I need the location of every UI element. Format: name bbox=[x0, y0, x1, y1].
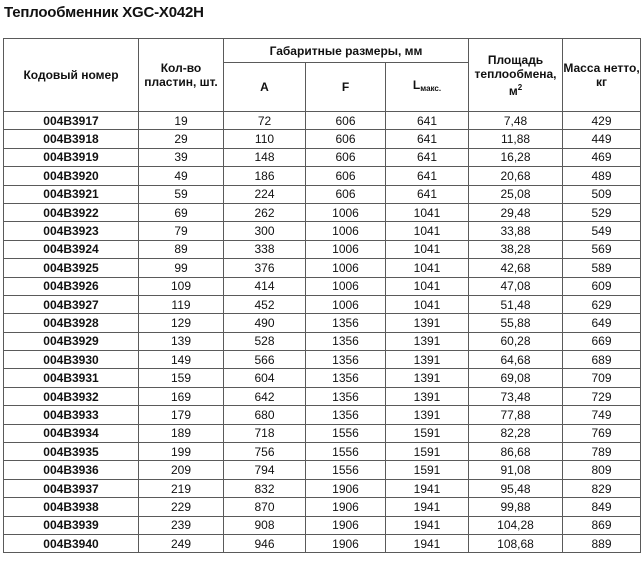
cell-plates: 109 bbox=[139, 277, 224, 295]
cell-area: 33,88 bbox=[469, 222, 563, 240]
cell-code: 004B3939 bbox=[4, 516, 139, 534]
cell-area: 99,88 bbox=[469, 498, 563, 516]
cell-mass: 449 bbox=[563, 130, 641, 148]
cell-code: 004B3921 bbox=[4, 185, 139, 203]
cell-dim-f: 1356 bbox=[306, 387, 386, 405]
cell-dim-a: 604 bbox=[224, 369, 306, 387]
header-l bbox=[386, 63, 469, 112]
cell-dim-a: 110 bbox=[224, 130, 306, 148]
table-header bbox=[4, 39, 641, 112]
table-body bbox=[4, 112, 641, 553]
cell-dim-a: 566 bbox=[224, 351, 306, 369]
cell-dim-f: 1006 bbox=[306, 259, 386, 277]
cell-code: 004B3919 bbox=[4, 148, 139, 166]
table-row bbox=[4, 277, 641, 295]
cell-dim-f: 1556 bbox=[306, 443, 386, 461]
cell-dim-f: 606 bbox=[306, 148, 386, 166]
cell-dim-a: 376 bbox=[224, 259, 306, 277]
cell-area: 73,48 bbox=[469, 387, 563, 405]
cell-dim-a: 794 bbox=[224, 461, 306, 479]
table-row bbox=[4, 498, 641, 516]
cell-code: 004B3917 bbox=[4, 112, 139, 130]
cell-dim-f: 1356 bbox=[306, 351, 386, 369]
cell-mass: 769 bbox=[563, 424, 641, 442]
cell-area: 29,48 bbox=[469, 203, 563, 221]
cell-code: 004B3922 bbox=[4, 203, 139, 221]
cell-plates: 139 bbox=[139, 332, 224, 350]
cell-dim-l: 1041 bbox=[386, 222, 469, 240]
cell-mass: 569 bbox=[563, 240, 641, 258]
cell-dim-f: 1906 bbox=[306, 534, 386, 552]
cell-area: 60,28 bbox=[469, 332, 563, 350]
cell-dim-l: 1041 bbox=[386, 240, 469, 258]
header-area-label: Площадь теплообмена, м bbox=[474, 52, 557, 98]
cell-area: 25,08 bbox=[469, 185, 563, 203]
table-row bbox=[4, 516, 641, 534]
cell-code: 004B3935 bbox=[4, 443, 139, 461]
table-row bbox=[4, 112, 641, 130]
cell-dim-a: 870 bbox=[224, 498, 306, 516]
cell-dim-a: 72 bbox=[224, 112, 306, 130]
header-code: Кодовый номер bbox=[4, 39, 139, 112]
specifications-table bbox=[3, 38, 641, 553]
cell-dim-f: 1006 bbox=[306, 295, 386, 313]
cell-area: 55,88 bbox=[469, 314, 563, 332]
cell-dim-f: 606 bbox=[306, 112, 386, 130]
cell-mass: 669 bbox=[563, 332, 641, 350]
cell-dim-a: 756 bbox=[224, 443, 306, 461]
cell-dim-a: 148 bbox=[224, 148, 306, 166]
cell-code: 004B3924 bbox=[4, 240, 139, 258]
cell-code: 004B3927 bbox=[4, 295, 139, 313]
cell-dim-a: 946 bbox=[224, 534, 306, 552]
cell-mass: 869 bbox=[563, 516, 641, 534]
cell-dim-a: 262 bbox=[224, 203, 306, 221]
cell-code: 004B3940 bbox=[4, 534, 139, 552]
cell-dim-l: 1391 bbox=[386, 332, 469, 350]
table-row bbox=[4, 148, 641, 166]
cell-plates: 249 bbox=[139, 534, 224, 552]
cell-plates: 129 bbox=[139, 314, 224, 332]
cell-code: 004B3933 bbox=[4, 406, 139, 424]
cell-dim-l: 1941 bbox=[386, 479, 469, 497]
cell-dim-l: 1041 bbox=[386, 259, 469, 277]
cell-mass: 529 bbox=[563, 203, 641, 221]
cell-mass: 609 bbox=[563, 277, 641, 295]
cell-dim-l: 1591 bbox=[386, 443, 469, 461]
cell-area: 108,68 bbox=[469, 534, 563, 552]
cell-mass: 709 bbox=[563, 369, 641, 387]
header-l-label: L bbox=[412, 78, 421, 92]
cell-plates: 169 bbox=[139, 387, 224, 405]
cell-dim-a: 908 bbox=[224, 516, 306, 534]
cell-code: 004B3932 bbox=[4, 387, 139, 405]
cell-code: 004B3930 bbox=[4, 351, 139, 369]
cell-mass: 509 bbox=[563, 185, 641, 203]
cell-plates: 79 bbox=[139, 222, 224, 240]
cell-dim-f: 606 bbox=[306, 167, 386, 185]
cell-dim-f: 1006 bbox=[306, 277, 386, 295]
cell-code: 004B3938 bbox=[4, 498, 139, 516]
header-dimensions: Габаритные размеры, мм bbox=[224, 39, 469, 63]
cell-code: 004B3920 bbox=[4, 167, 139, 185]
cell-plates: 39 bbox=[139, 148, 224, 166]
cell-code: 004B3934 bbox=[4, 424, 139, 442]
cell-area: 20,68 bbox=[469, 167, 563, 185]
cell-plates: 189 bbox=[139, 424, 224, 442]
cell-code: 004B3925 bbox=[4, 259, 139, 277]
cell-dim-f: 1356 bbox=[306, 369, 386, 387]
cell-code: 004B3928 bbox=[4, 314, 139, 332]
cell-dim-l: 1391 bbox=[386, 314, 469, 332]
cell-dim-l: 1391 bbox=[386, 369, 469, 387]
cell-area: 91,08 bbox=[469, 461, 563, 479]
cell-dim-f: 1556 bbox=[306, 424, 386, 442]
header-l-subscript: макс. bbox=[420, 84, 442, 93]
cell-dim-f: 1356 bbox=[306, 406, 386, 424]
cell-area: 77,88 bbox=[469, 406, 563, 424]
cell-dim-a: 832 bbox=[224, 479, 306, 497]
cell-dim-l: 1941 bbox=[386, 516, 469, 534]
cell-area: 47,08 bbox=[469, 277, 563, 295]
cell-dim-f: 1356 bbox=[306, 314, 386, 332]
cell-dim-a: 490 bbox=[224, 314, 306, 332]
cell-code: 004B3936 bbox=[4, 461, 139, 479]
cell-dim-l: 1941 bbox=[386, 534, 469, 552]
cell-dim-f: 1556 bbox=[306, 461, 386, 479]
cell-dim-f: 1356 bbox=[306, 332, 386, 350]
table-row bbox=[4, 130, 641, 148]
cell-dim-l: 1941 bbox=[386, 498, 469, 516]
cell-dim-l: 641 bbox=[386, 167, 469, 185]
cell-area: 51,48 bbox=[469, 295, 563, 313]
page-title: Теплообменник XGC-X042H bbox=[4, 4, 204, 21]
cell-dim-f: 606 bbox=[306, 185, 386, 203]
table-row bbox=[4, 461, 641, 479]
table-row bbox=[4, 351, 641, 369]
cell-mass: 829 bbox=[563, 479, 641, 497]
table-row bbox=[4, 534, 641, 552]
cell-dim-l: 1041 bbox=[386, 203, 469, 221]
cell-dim-l: 1591 bbox=[386, 461, 469, 479]
header-plates: Кол-во пластин, шт. bbox=[139, 39, 224, 112]
cell-plates: 209 bbox=[139, 461, 224, 479]
cell-mass: 589 bbox=[563, 259, 641, 277]
table-row bbox=[4, 332, 641, 350]
cell-plates: 59 bbox=[139, 185, 224, 203]
cell-dim-a: 338 bbox=[224, 240, 306, 258]
table-row bbox=[4, 259, 641, 277]
cell-plates: 219 bbox=[139, 479, 224, 497]
cell-plates: 69 bbox=[139, 203, 224, 221]
table-row bbox=[4, 295, 641, 313]
table-row bbox=[4, 387, 641, 405]
cell-dim-l: 1391 bbox=[386, 387, 469, 405]
cell-code: 004B3931 bbox=[4, 369, 139, 387]
cell-dim-f: 1006 bbox=[306, 203, 386, 221]
header-mass: Масса нетто, кг bbox=[563, 39, 641, 112]
cell-mass: 849 bbox=[563, 498, 641, 516]
cell-area: 64,68 bbox=[469, 351, 563, 369]
cell-area: 7,48 bbox=[469, 112, 563, 130]
cell-area: 38,28 bbox=[469, 240, 563, 258]
cell-dim-a: 718 bbox=[224, 424, 306, 442]
cell-plates: 89 bbox=[139, 240, 224, 258]
table-row bbox=[4, 167, 641, 185]
cell-plates: 199 bbox=[139, 443, 224, 461]
cell-dim-a: 680 bbox=[224, 406, 306, 424]
cell-mass: 889 bbox=[563, 534, 641, 552]
cell-mass: 649 bbox=[563, 314, 641, 332]
header-area-superscript: 2 bbox=[517, 82, 523, 92]
cell-dim-a: 528 bbox=[224, 332, 306, 350]
cell-code: 004B3929 bbox=[4, 332, 139, 350]
cell-area: 11,88 bbox=[469, 130, 563, 148]
cell-dim-f: 1006 bbox=[306, 240, 386, 258]
cell-code: 004B3923 bbox=[4, 222, 139, 240]
cell-dim-a: 224 bbox=[224, 185, 306, 203]
cell-code: 004B3918 bbox=[4, 130, 139, 148]
table-row bbox=[4, 222, 641, 240]
cell-mass: 749 bbox=[563, 406, 641, 424]
cell-plates: 159 bbox=[139, 369, 224, 387]
table-row bbox=[4, 424, 641, 442]
table-row bbox=[4, 314, 641, 332]
cell-plates: 99 bbox=[139, 259, 224, 277]
cell-area: 69,08 bbox=[469, 369, 563, 387]
cell-mass: 489 bbox=[563, 167, 641, 185]
cell-area: 16,28 bbox=[469, 148, 563, 166]
cell-mass: 689 bbox=[563, 351, 641, 369]
cell-dim-l: 1041 bbox=[386, 295, 469, 313]
header-a: A bbox=[224, 63, 306, 112]
cell-dim-l: 1391 bbox=[386, 406, 469, 424]
cell-dim-f: 1006 bbox=[306, 222, 386, 240]
cell-plates: 179 bbox=[139, 406, 224, 424]
cell-dim-l: 641 bbox=[386, 185, 469, 203]
cell-dim-f: 1906 bbox=[306, 498, 386, 516]
header-f: F bbox=[306, 63, 386, 112]
cell-mass: 549 bbox=[563, 222, 641, 240]
cell-dim-f: 1906 bbox=[306, 516, 386, 534]
cell-plates: 29 bbox=[139, 130, 224, 148]
cell-dim-l: 641 bbox=[386, 130, 469, 148]
cell-area: 86,68 bbox=[469, 443, 563, 461]
cell-dim-a: 452 bbox=[224, 295, 306, 313]
table-row bbox=[4, 369, 641, 387]
cell-mass: 789 bbox=[563, 443, 641, 461]
cell-code: 004B3926 bbox=[4, 277, 139, 295]
cell-dim-l: 641 bbox=[386, 148, 469, 166]
cell-area: 82,28 bbox=[469, 424, 563, 442]
table-row bbox=[4, 479, 641, 497]
table-row bbox=[4, 203, 641, 221]
table-row bbox=[4, 406, 641, 424]
cell-dim-a: 186 bbox=[224, 167, 306, 185]
cell-dim-a: 300 bbox=[224, 222, 306, 240]
cell-plates: 149 bbox=[139, 351, 224, 369]
cell-dim-l: 1591 bbox=[386, 424, 469, 442]
cell-plates: 19 bbox=[139, 112, 224, 130]
table-row bbox=[4, 443, 641, 461]
cell-plates: 119 bbox=[139, 295, 224, 313]
cell-mass: 469 bbox=[563, 148, 641, 166]
cell-code: 004B3937 bbox=[4, 479, 139, 497]
cell-dim-f: 606 bbox=[306, 130, 386, 148]
table-row bbox=[4, 240, 641, 258]
cell-dim-f: 1906 bbox=[306, 479, 386, 497]
cell-dim-l: 1041 bbox=[386, 277, 469, 295]
cell-mass: 429 bbox=[563, 112, 641, 130]
cell-dim-a: 414 bbox=[224, 277, 306, 295]
cell-plates: 239 bbox=[139, 516, 224, 534]
cell-mass: 629 bbox=[563, 295, 641, 313]
cell-mass: 809 bbox=[563, 461, 641, 479]
cell-mass: 729 bbox=[563, 387, 641, 405]
cell-area: 104,28 bbox=[469, 516, 563, 534]
cell-dim-l: 641 bbox=[386, 112, 469, 130]
cell-dim-l: 1391 bbox=[386, 351, 469, 369]
header-area bbox=[469, 39, 563, 112]
cell-plates: 49 bbox=[139, 167, 224, 185]
cell-plates: 229 bbox=[139, 498, 224, 516]
cell-area: 95,48 bbox=[469, 479, 563, 497]
table-row bbox=[4, 185, 641, 203]
cell-area: 42,68 bbox=[469, 259, 563, 277]
cell-dim-a: 642 bbox=[224, 387, 306, 405]
